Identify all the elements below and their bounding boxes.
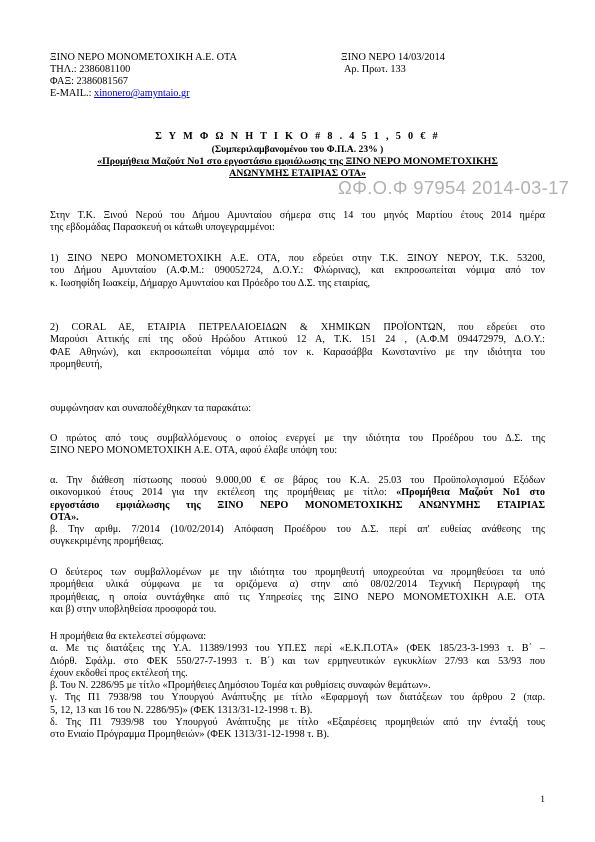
- text-line: του Δήμου Αμυνταίου (Α.Φ.Μ.: 090052724, Δ.Ο.Υ.: Φλώρινας), και εκπροσωπείται νόμιμα από τον: [50, 265, 545, 277]
- text-line: β. Του Ν. 2286/95 με τίτλο «Προμήθειες Δημόσιου Τομέα και ρυθμίσεις συναφών θεμάτων».: [50, 680, 431, 692]
- text-line: α. Με τις διατάξεις της Υ.Α. 11389/1993 του ΥΠ.ΕΣ περί «Ε.Κ.Π.ΟΤΑ» (ΦΕΚ 185/23-3-1993 τ. Β΄ –: [50, 643, 545, 655]
- text-line: προμήθειας, η οποία συντάχθηκε από τις Υπηρεσίες της ΞΙΝΟ ΝΕΡΟ ΜΟΝΟΜΕΤΟΧΙΚΗ Α.Ε. ΟΤΑ: [50, 591, 545, 603]
- company-name: ΞΙΝΟ ΝΕΡΟ ΜΟΝΟΜΕΤΟΧΙΚΗ Α.Ε. ΟΤΑ: [50, 52, 237, 63]
- reference-block: [341, 52, 445, 76]
- text-line: έχουν εκδοθεί προς εκτέλεσή της.: [50, 667, 188, 679]
- text-line: Μαρούσι Αττικής επί της οδού Ηρώδου Αττικού 12 Α, Τ.Κ. 151 24 , (Α.Φ.Μ 094472979, Δ.Ο.Υ.:: [50, 334, 545, 346]
- text-fragment: οικονομικού έτους 2014 για την εκτέλεση της προμήθειας με τίτλο:: [50, 487, 397, 499]
- paragraph-legal-basis: [50, 631, 545, 742]
- contract-vat-note: (Συμπεριλαμβανομένου του Φ.Π.Α. 23% ): [211, 144, 384, 155]
- paragraph-considerations: [50, 475, 545, 549]
- paragraph-second-party: [50, 567, 545, 616]
- text-line: προμηθευτή,: [50, 358, 103, 370]
- email-line: [50, 88, 237, 100]
- text-line: κ. Ιωσηφίδη Ιωακείμ, Δήμαρχο Αμυνταίου και Πρόεδρο του Δ.Σ. της εταιρίας,: [50, 277, 371, 289]
- paragraph-agreement: [50, 403, 545, 415]
- text-line: στο Ενιαίο Πρόγραμμα Προμηθειών» (ΦΕΚ 1313/31-12-1998 τ. Β).: [50, 729, 330, 741]
- text-line: ΦΑΕ Αθηνών), και εκπροσωπείται νόμιμα από τον κ. Καρασάββα Κωνσταντίνο με την ιδιότητα του: [50, 346, 545, 358]
- fax-line: ΦΑΞ: 2386081567: [50, 76, 129, 87]
- protocol-number: Αρ. Πρωτ. 133: [344, 64, 406, 75]
- text-line: ΟΤΑ».: [50, 511, 79, 523]
- email-label: E-MAIL.:: [50, 88, 92, 99]
- text-line: β. Την αριθμ. 7/2014 (10/02/2014) Απόφαση Προέδρου του Δ.Σ. περί απ' ευθείας ανάθεσης της: [50, 524, 545, 536]
- text-line: 1) ΞΙΝΟ ΝΕΡΟ ΜΟΝΟΜΕΤΟΧΙΚΗ Α.Ε. ΟΤΑ, που εδρεύει στην Τ.Κ. ΞΙΝΟΥ ΝΕΡΟΥ, Τ.Κ. 53200,: [50, 253, 545, 264]
- document-watermark: ΩΦ.Ο.Φ 97954 2014-03-17: [338, 177, 570, 198]
- paragraph-party-1: [50, 253, 545, 290]
- text-line: α. Την διάθεση πίστωσης ποσού 9.000,00 € σε βάρος του Κ.Α. 25.03 του Προϋπολογισμού Εξόδων: [50, 475, 545, 486]
- text-line: Στην Τ.Κ. Ξινού Νερού του Δήμου Αμυνταίου σήμερα στις 14 του μηνός Μαρτίου έτους 2014 ημέρα: [50, 210, 545, 221]
- text-line: ΞΙΝΟ ΝΕΡΟ ΜΟΝΟΜΕΤΟΧΙΚΗ Α.Ε. ΟΤΑ, αφού έλαβε υπόψη του:: [50, 445, 338, 457]
- text-line: Ο πρώτος από τους συμβαλλόμενους ο οποίος ενεργεί με την ιδιότητα του Προέδρου του Δ.Σ. της: [50, 433, 545, 444]
- text-line: 2) CORAL AE, ΕΤΑΙΡΙΑ ΠΕΤΡΕΛΑΙΟΕΙΔΩΝ & ΧΗΜΙΚΩΝ ΠΡΟΪΟΝΤΩΝ, που εδρεύει στο: [50, 322, 545, 333]
- paragraph-first-party: [50, 433, 545, 458]
- text-line: [50, 487, 545, 499]
- phone-line: ΤΗΛ.: 2386081100: [50, 64, 131, 75]
- contract-subject-line2: ΑΝΩΝΥΜΗΣ ΕΤΑΙΡΙΑΣ ΟΤΑ»: [229, 168, 366, 179]
- text-line: και β) στην υποβληθείσα προσφορά του.: [50, 603, 217, 615]
- text-line: γ. Της Π1 7938/98 του Υπουργού Ανάπτυξης με τίτλο «Εφαρμογή των διατάξεων του άρθρου 2 (παρ.: [50, 692, 545, 704]
- text-line: προμήθεια υλικά σύμφωνα με τα οριζόμενα α) στην από 08/02/2014 Τεχνική Περιγραφή της: [50, 579, 545, 591]
- bold-fragment: «Προμήθεια Μαζούτ Νο1 στο: [396, 487, 545, 499]
- reference-date: ΞΙΝΟ ΝΕΡΟ 14/03/2014: [341, 52, 445, 63]
- page-number: 1: [540, 795, 545, 805]
- text-line: δ. Της Π1 7939/98 του Υπουργού Ανάπτυξης με τίτλο «Εξαιρέσεις προμηθειών από την ένταξή τους: [50, 717, 545, 729]
- text-line: Ο δεύτερος των συμβαλλομένων με την ιδιότητα του προμηθευτή υποχρεούται να προμηθεύσει τα υπό: [50, 567, 545, 578]
- text-line: συμφώνησαν και συναποδέχθηκαν τα παρακάτω:: [50, 403, 252, 414]
- contract-title: Σ Υ Μ Φ Ω Ν Η Τ Ι Κ Ο # 8 . 4 5 1 , 5 0 € #: [155, 131, 440, 142]
- paragraph-party-2: [50, 322, 545, 371]
- email-link[interactable]: xinonero@amyntaio.gr: [94, 88, 190, 99]
- contract-subject-line1: «Προμήθεια Μαζούτ Νο1 στο εργοστάσιο εμφιάλωσης της ΞΙΝΟ ΝΕΡΟ ΜΟΝΟΜΕΤΟΧΙΚΗΣ: [97, 156, 498, 167]
- text-line: συγκεκριμένης προμήθειας.: [50, 536, 164, 548]
- text-line: Διόρθ. Σφάλμ. στο ΦΕΚ 550/27-7-1993 τ. Β΄) και των ερμηνευτικών εγκυκλίων 27/93 και 53/93 που: [50, 655, 545, 667]
- sender-block: [50, 52, 237, 100]
- text-line: της εβδομάδας Παρασκευή οι κάτωθι υπογεγραμμένοι:: [50, 222, 275, 234]
- text-line: 5, 12, 13 και 16 του Ν. 2286/95)» (ΦΕΚ 1313/31-12-1998 τ. Β).: [50, 704, 313, 716]
- text-line: εργοστάσιο εμφιάλωσης της ΞΙΝΟ ΝΕΡΟ ΜΟΝΟΜΕΤΟΧΙΚΗΣ ΑΝΩΝΥΜΗΣ ΕΤΑΙΡΙΑΣ: [50, 499, 545, 511]
- paragraph-intro: [50, 210, 545, 235]
- text-line: Η προμήθεια θα εκτελεστεί σύμφωνα:: [50, 631, 207, 642]
